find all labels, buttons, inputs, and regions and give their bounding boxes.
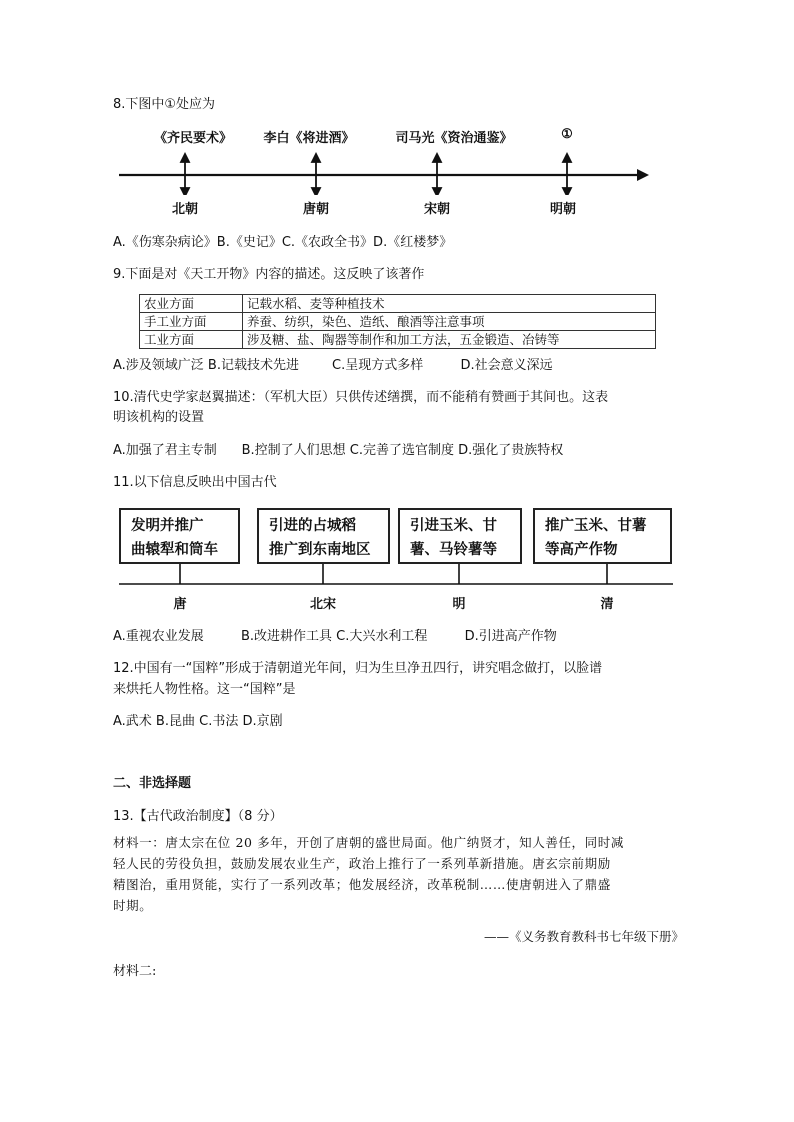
q11-label-1: 唐: [173, 597, 187, 612]
table-row: [140, 295, 656, 313]
material-1-line: 精图治，重用贤能，实行了一系列改革；他发展经济，改革税制……使唐朝进入了鼎盛: [113, 877, 611, 892]
q8-timeline-axis: [0, 150, 794, 195]
q11-box-3: [398, 508, 522, 564]
q9-table: [139, 294, 656, 349]
q11-box-3-line1: 引进玉米、甘: [410, 517, 497, 534]
q12-stem-line2: 来烘托人物性格。这一“国粹”是: [113, 682, 296, 697]
table-cell: 记载水稻、麦等种植技术: [243, 295, 656, 313]
q12-stem-line1: 12.中国有一“国粹”形成于清朝道光年间，归为生旦净丑四行，讲究唱念做打，以脸谱: [113, 661, 603, 676]
table-row: [140, 313, 656, 331]
table-row: [140, 331, 656, 349]
q8-bottom-label-1: 北朝: [171, 202, 199, 217]
q11-label-4: 清: [600, 597, 614, 612]
table-cell: 涉及糖、盐、陶器等制作和加工方法，五金锻造、冶铸等: [243, 331, 656, 349]
q11-box-2-line1: 引进的占城稻: [269, 517, 356, 534]
material-1: [113, 832, 688, 916]
q8-top-label-3: 司马光《资治通鉴》: [395, 131, 513, 146]
q11-box-4: [533, 508, 672, 564]
material-1-source: ——《义务教育教科书七年级下册》: [483, 929, 684, 944]
q8-stem: 8.下图中①处应为: [113, 97, 216, 112]
table-cell: 工业方面: [140, 331, 243, 349]
q11-stem: 11.以下信息反映出中国古代: [113, 475, 277, 490]
q11-box-4-line2: 等高产作物: [545, 541, 618, 558]
material-1-line: 轻人民的劳役负担，鼓励发展农业生产，政治上推行了一系列革新措施。唐玄宗前期励: [113, 856, 611, 871]
q8-options: A.《伤寒杂病论》B.《史记》C.《农政全书》D.《红楼梦》: [113, 235, 453, 250]
q11-box-1-line1: 发明并推广: [131, 517, 204, 534]
q11-box-1-line2: 曲辕犁和筒车: [131, 541, 218, 558]
q11-box-2: [257, 508, 390, 564]
table-cell: 养蚕、纺织，染色、造纸、酿酒等注意事项: [243, 313, 656, 331]
q11-label-3: 明: [452, 597, 466, 612]
material-1-line: 材料一：唐太宗在位 20 多年，开创了唐朝的盛世局面。他广纳贤才，知人善任，同时减: [113, 835, 624, 850]
q12-options: A.武术 B.昆曲 C.书法 D.京剧: [113, 714, 283, 729]
table-cell: 手工业方面: [140, 313, 243, 331]
q10-stem-line1: 10.清代史学家赵翼描述：（军机大臣）只供传述缮撰，而不能稍有赞画于其间也。这表: [113, 390, 609, 405]
q8-bottom-label-3: 宋朝: [423, 202, 451, 217]
q9-stem: 9.下面是对《天工开物》内容的描述。这反映了该著作: [113, 267, 425, 282]
q8-bottom-label-2: 唐朝: [302, 202, 330, 217]
q8-bottom-label-4: 明朝: [549, 202, 577, 217]
q8-top-label-4: ①: [561, 127, 573, 142]
q11-box-3-line2: 薯、马铃薯等: [410, 541, 497, 558]
q13-title: 13.【古代政治制度】（8 分）: [113, 809, 283, 824]
q10-options: A.加强了君主专制 B.控制了人们思想 C.完善了选官制度 D.强化了贵族特权: [113, 443, 564, 458]
q11-box-2-line2: 推广到东南地区: [269, 541, 371, 558]
material-1-line: 时期。: [113, 898, 153, 913]
table-cell: 农业方面: [140, 295, 243, 313]
q11-timeline-axis: [0, 562, 794, 592]
q9-options: A.涉及领域广泛 B.记载技术先进 C.呈现方式多样 D.社会意义深远: [113, 358, 553, 373]
q10-stem-line2: 明该机构的设置: [113, 410, 205, 425]
q11-box-4-line1: 推广玉米、甘薯: [545, 517, 647, 534]
section-heading: 二、非选择题: [113, 776, 192, 791]
q11-options: A.重视农业发展 B.改进耕作工具 C.大兴水利工程 D.引进高产作物: [113, 629, 557, 644]
material-2-label: 材料二:: [113, 964, 157, 979]
q8-top-label-1: 《齐民要术》: [153, 131, 233, 146]
q8-top-label-2: 李白《将进酒》: [263, 131, 355, 146]
q11-box-1: [119, 508, 240, 564]
q11-label-2: 北宋: [309, 597, 337, 612]
